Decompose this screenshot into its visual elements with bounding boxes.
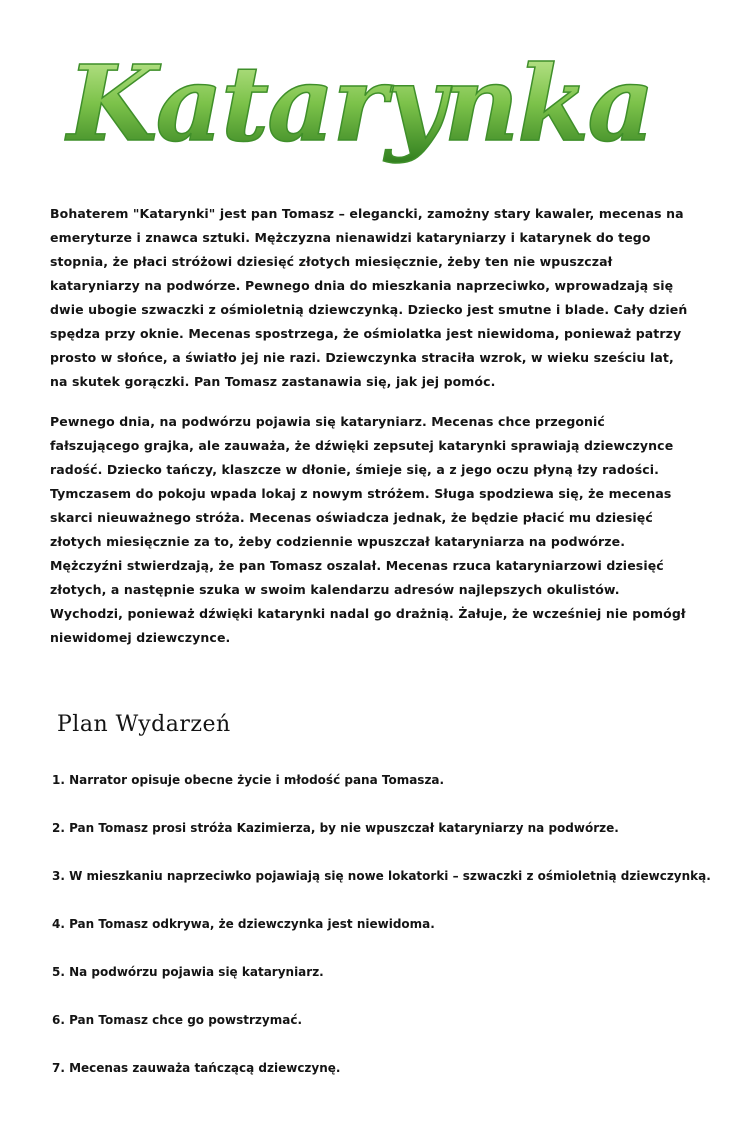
title-text: Katarynka — [67, 42, 653, 165]
story-summary — [50, 202, 690, 666]
plan-item: 3. W mieszkaniu naprzeciwko pojawiają się nowe lokatorki – szwaczki z ośmioletnią dziewczynką. — [52, 869, 711, 883]
summary-paragraph: Bohaterem "Katarynki" jest pan Tomasz – elegancki, zamożny stary kawaler, mecenas na emeryturze i znawca sztuki. Mężczyzna nienawidzi kataryniarzy i katarynek do tego stopnia, że płaci stróżowi dziesięć złotych miesięcznie, żeby ten nie wpuszczał kataryniarzy na podwórze. Pewnego dnia do mieszkania naprzeciwko, wprowadzają się dwie ubogie szwaczki z ośmioletnią dziewczynką. Dziecko jest smutne i blade. Cały dzień spędza przy oknie. Mecenas spostrzega, że ośmiolatka jest niewidoma, ponieważ patrzy prosto w słońce, a światło jej nie razi. Dziewczynka straciła wzrok, w wieku sześciu lat, na skutek gorączki. Pan Tomasz zastanawia się, jak jej pomóc. — [50, 206, 688, 389]
plan-list — [52, 768, 742, 1104]
plan-item: 1. Narrator opisuje obecne życie i młodość pana Tomasza. — [52, 773, 445, 787]
plan-item: 4. Pan Tomasz odkrywa, że dziewczynka jest niewidoma. — [52, 917, 435, 931]
plan-item: 7. Mecenas zauważa tańczącą dziewczynę. — [52, 1061, 341, 1075]
plan-item: 5. Na podwórzu pojawia się kataryniarz. — [52, 965, 324, 979]
plan-item: 6. Pan Tomasz chce go powstrzymać. — [52, 1013, 303, 1027]
page-title — [60, 40, 660, 170]
title-lettering — [60, 40, 660, 170]
summary-paragraph: Pewnego dnia, na podwórzu pojawia się kataryniarz. Mecenas chce przegonić fałszującego grajka, ale zauważa, że dźwięki zepsutej katarynki sprawiają dziewczynce radość. Dziecko tańczy, klaszcze w dłonie, śmieje się, a z jego oczu płyną łzy radości. Tymczasem do pokoju wpada lokaj z nowym stróżem. Sługa spodziewa się, że mecenas skarci nieuważnego stróża. Mecenas oświadcza jednak, że będzie płacić mu dziesięć złotych miesięcznie za to, żeby codziennie wpuszczał kataryniarza na podwórze. Mężczyźni stwierdzają, że pan Tomasz oszalał. Mecenas rzuca kataryniarzowi dziesięć złotych, a następnie szuka w swoim kalendarzu adresów najlepszych okulistów. Wychodzi, ponieważ dźwięki katarynki nadal go drażnią. Żałuje, że wcześniej nie pomógł niewidomej dziewczynce. — [50, 414, 686, 645]
plan-item: 2. Pan Tomasz prosi stróża Kazimierza, by nie wpuszczał kataryniarzy na podwórze. — [52, 821, 619, 835]
plan-heading: Plan Wydarzeń — [57, 712, 231, 737]
